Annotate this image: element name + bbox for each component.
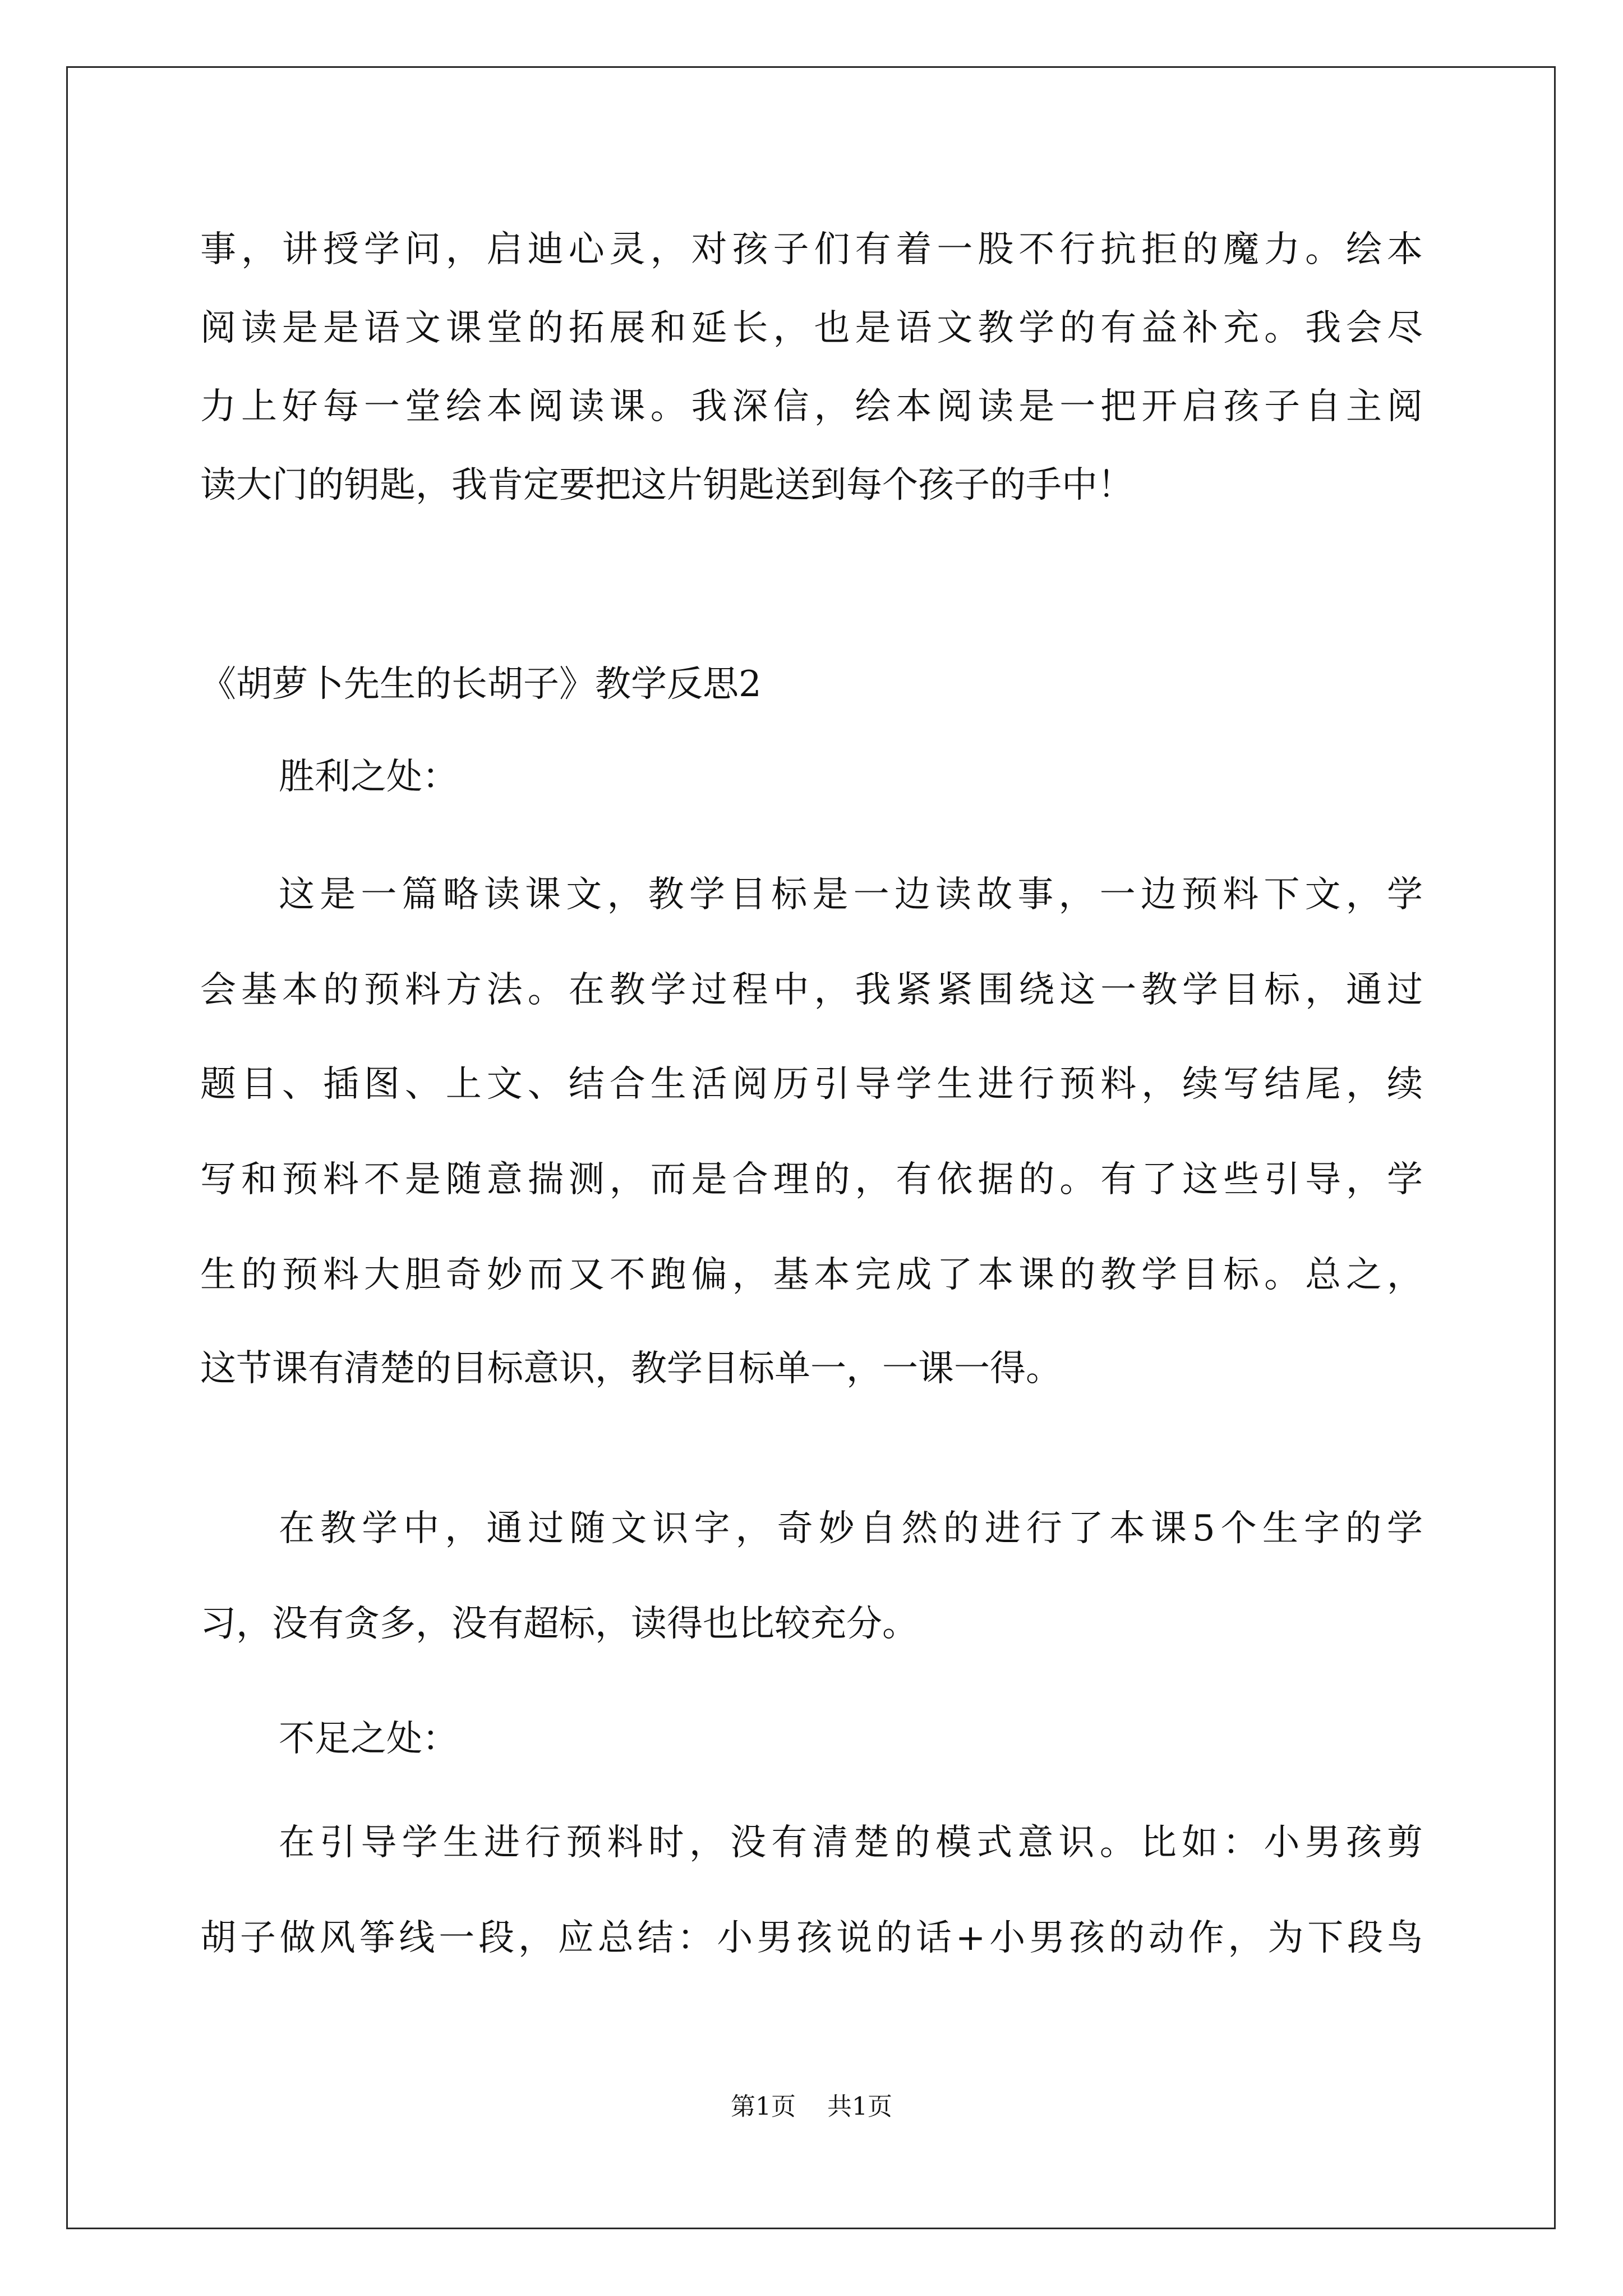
- page-total: 共1页: [827, 2092, 892, 2121]
- text-line: 胡子做风筝线一段，应总结：小男孩说的话+小男孩的动作，为下段鸟: [200, 1917, 1423, 1959]
- text-line: 在教学中，通过随文识字，奇妙自然的进行了本课5个生字的学: [279, 1508, 1423, 1549]
- text-line: 力上好每一堂绘本阅读课。我深信，绘本阅读是一把开启孩子自主阅: [200, 386, 1423, 427]
- text-line: 在引导学生进行预料时，没有清楚的模式意识。比如：小男孩剪: [279, 1822, 1423, 1864]
- text-line: 阅读是是语文课堂的拓展和延长，也是语文教学的有益补充。我会尽: [200, 307, 1423, 349]
- text-line: 习，没有贪多，没有超标，读得也比较充分。: [200, 1603, 918, 1645]
- page-number: 第1页: [731, 2092, 796, 2121]
- text-line: 题目、插图、上文、结合生活阅历引导学生进行预料，续写结尾，续: [200, 1064, 1423, 1105]
- section-heading: 《胡萝卜先生的长胡子》教学反思2: [200, 664, 762, 705]
- text-line: 生的预料大胆奇妙而又不跑偏，基本完成了本课的教学目标。总之，: [200, 1254, 1423, 1296]
- text-line: 这是一篇略读课文，教学目标是一边读故事，一边预料下文，学: [279, 874, 1423, 915]
- subheading-success: 胜利之处：: [279, 756, 458, 798]
- text-line: 会基本的预料方法。在教学过程中，我紧紧围绕这一教学目标，通过: [200, 969, 1423, 1011]
- text-line: 事，讲授学问，启迪心灵，对孩子们有着一股不行抗拒的魔力。绘本: [200, 229, 1423, 270]
- subheading-shortcoming: 不足之处：: [279, 1718, 458, 1760]
- text-line: 写和预料不是随意揣测，而是合理的，有依据的。有了这些引导，学: [200, 1159, 1423, 1200]
- text-line: 读大门的钥匙，我肯定要把这片钥匙送到每个孩子的手中！: [200, 464, 1133, 506]
- text-line: 这节课有清楚的目标意识，教学目标单一，一课一得。: [200, 1348, 1062, 1389]
- page-footer: [0, 2090, 1623, 2124]
